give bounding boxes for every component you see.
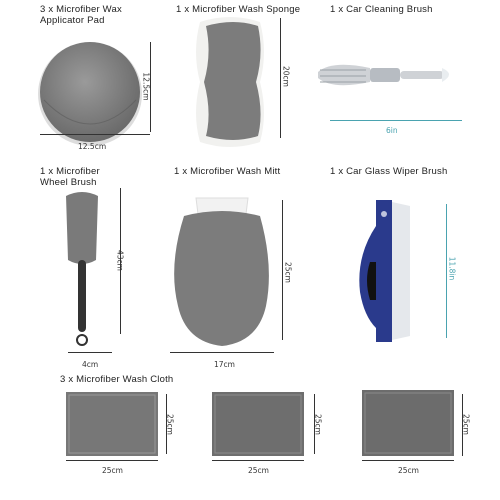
wash-cloth-1-image — [66, 392, 158, 456]
wash-sponge-title: 1 x Microfiber Wash Sponge — [176, 4, 301, 15]
wiper-brush-title: 1 x Car Glass Wiper Brush — [330, 166, 448, 177]
glass-wiper-brush-image — [352, 196, 416, 346]
wash-mitt-width-label: 17cm — [214, 360, 235, 369]
wheel-brush-height-label: 43cm — [115, 250, 125, 271]
wiper-brush-height-label: 11.8in — [447, 256, 457, 281]
wash-cloth-1-height-label: 25cm — [165, 414, 175, 435]
wash-mitt-image — [162, 196, 274, 348]
wash-mitt-width-line — [170, 352, 274, 353]
cleaning-brush-width-label: 6in — [386, 126, 398, 135]
wash-sponge-image — [190, 16, 270, 148]
cleaning-brush-width-line — [330, 120, 462, 121]
wash-cloth-1-width-label: 25cm — [102, 466, 123, 475]
wash-cloth-2-height-label: 25cm — [313, 414, 323, 435]
wash-cloth-2-width-line — [212, 460, 304, 461]
wax-pad-width-label: 12.5cm — [78, 142, 107, 151]
car-cleaning-brush-image — [314, 50, 464, 100]
wheel-brush-width-label: 4cm — [82, 360, 99, 369]
wash-cloth-2-width-label: 25cm — [248, 466, 269, 475]
wash-cloth-3-width-line — [362, 460, 454, 461]
wash-sponge-height-label: 20cm — [281, 66, 291, 87]
wheel-brush-title: 1 x Microfiber Wheel Brush — [40, 166, 100, 188]
wash-cloth-title: 3 x Microfiber Wash Cloth — [60, 374, 174, 385]
wax-pad-height-label: 12.5cm — [141, 72, 151, 101]
wash-mitt-title: 1 x Microfiber Wash Mitt — [174, 166, 281, 177]
wash-mitt-height-label: 25cm — [283, 262, 293, 283]
cleaning-brush-title: 1 x Car Cleaning Brush — [330, 4, 433, 15]
wheel-brush-image — [60, 188, 104, 352]
wash-cloth-3-image — [362, 390, 454, 456]
wheel-brush-width-line — [68, 352, 112, 353]
wash-cloth-3-height-label: 25cm — [461, 414, 471, 435]
wax-pad-title: 3 x Microfiber Wax Applicator Pad — [40, 4, 122, 26]
wax-applicator-pad-image — [36, 40, 144, 148]
wash-cloth-1-width-line — [66, 460, 158, 461]
wax-pad-width-line — [40, 134, 150, 135]
wash-cloth-3-width-label: 25cm — [398, 466, 419, 475]
wash-cloth-2-image — [212, 392, 304, 456]
